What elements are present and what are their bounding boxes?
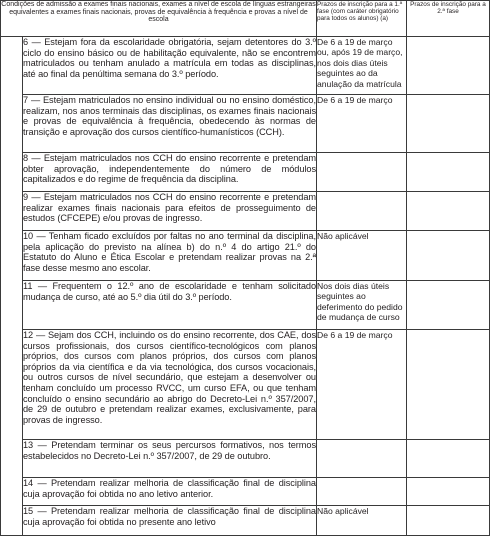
second-phase-cell xyxy=(407,192,490,231)
second-phase-cell xyxy=(407,281,490,330)
table-row xyxy=(1,231,490,281)
table-row xyxy=(1,37,490,95)
first-phase-cell: Não aplicável xyxy=(317,231,407,281)
first-phase-cell xyxy=(317,153,407,192)
second-phase-cell xyxy=(407,506,490,536)
left-margin-cell xyxy=(1,37,23,536)
second-phase-cell xyxy=(407,153,490,192)
table-row xyxy=(1,95,490,153)
condition-cell: 9 — Estejam matriculados nos CCH do ensino recorrente e pretendam realizar exames finais nacionais para efeitos de prosseguimento de estudos (CFCEPE) e/ou provas de ingresso. xyxy=(23,192,317,231)
table-header-row xyxy=(1,1,490,37)
table-row xyxy=(1,153,490,192)
second-phase-cell xyxy=(407,440,490,478)
first-phase-cell xyxy=(317,440,407,478)
header-second-phase: Prazos de inscrição para a 2.ª fase xyxy=(407,1,490,37)
first-phase-cell: Não aplicável xyxy=(317,506,407,536)
first-phase-cell xyxy=(317,192,407,231)
first-phase-cell: De 6 a 19 de março xyxy=(317,330,407,440)
table-row xyxy=(1,506,490,536)
condition-cell: 11 — Frequentem o 12.º ano de escolaridade e tenham solicitado mudança de curso, até ao 5.º dia útil do 3.º período. xyxy=(23,281,317,330)
table-row xyxy=(1,440,490,478)
table-row xyxy=(1,281,490,330)
second-phase-cell xyxy=(407,95,490,153)
condition-cell: 8 — Estejam matriculados nos CCH do ensino recorrente e pretendam obter aprovação, independentemente do número de módulos capitalizados e do regime de frequência da disciplina. xyxy=(23,153,317,192)
condition-cell: 15 — Pretendam realizar melhoria de classificação final de disciplina cuja aprovação foi obtida no presente ano letivo xyxy=(23,506,317,536)
first-phase-cell: De 6 a 19 de março ou, após 19 de março, nos dois dias úteis seguintes ao da anulação da matrícula xyxy=(317,37,407,95)
condition-cell: 6 — Estejam fora da escolaridade obrigatória, sejam detentores do 3.º ciclo do ensino básico ou de habilitação equivalente, não se encontrem matriculados ou tenham anulado a matrícula em todas as disciplinas, até ao final da penúltima semana do 3.º período. xyxy=(23,37,317,95)
second-phase-cell xyxy=(407,330,490,440)
table-row xyxy=(1,330,490,440)
second-phase-cell xyxy=(407,231,490,281)
header-conditions: Condições de admissão a exames finais nacionais, exames a nível de escola de línguas estrangeiras equivalentes a exames finais nacionais, provas de equivalência à frequência e provas a nível de escola xyxy=(1,1,317,37)
condition-cell: 7 — Estejam matriculados no ensino individual ou no ensino doméstico, realizam, nos anos terminais das disciplinas, os exames finais nacionais e provas de equivalência à frequência, obedecendo às normas de transição e aprovação dos cursos científico-humanísticos (CCH). xyxy=(23,95,317,153)
first-phase-cell: De 6 a 19 de março xyxy=(317,95,407,153)
table-row xyxy=(1,478,490,506)
condition-cell: 10 — Tenham ficado excluídos por faltas no ano terminal da disciplina, pela aplicação do previsto na alínea b) do n.º 4 do artigo 21.º do Estatuto do Aluno e Ética Escolar e pretendam realizar provas na 2.ª fase desse mesmo ano escolar. xyxy=(23,231,317,281)
condition-cell: 14 — Pretendam realizar melhoria de classificação final de disciplina cuja aprovação foi obtida no ano letivo anterior. xyxy=(23,478,317,506)
condition-cell: 13 — Pretendam terminar os seus percursos formativos, nos termos estabelecidos no Decreto-Lei n.º 357/2007, de 29 de outubro. xyxy=(23,440,317,478)
condition-cell: 12 — Sejam dos CCH, incluindo os do ensino recorrente, dos CAE, dos cursos profissionais, dos cursos científico-tecnológicos com planos próprios, dos cursos com planos próprios, dos cursos com planos próprios da via científica e da via tecnológica, dos cursos vocacionais, ou outros cursos de nível secundário, que estejam a desenvolver ou tenham concluído um processo RVCC, um curso EFA, ou que tenham concluído o ensino secundário ao abrigo do Decreto-Lei n.º 357/2007, de 29 de outubro e pretendam realizar exames, exclusivamente, para provas de ingresso. xyxy=(23,330,317,440)
second-phase-cell xyxy=(407,478,490,506)
first-phase-cell: Nos dois dias úteis seguintes ao deferimento do pedido de mudança de curso xyxy=(317,281,407,330)
table-row xyxy=(1,192,490,231)
first-phase-cell xyxy=(317,478,407,506)
second-phase-cell xyxy=(407,37,490,95)
header-first-phase: Prazos de inscrição para a 1.ª fase (com caráter obrigatório para todos os alunos) (a) xyxy=(317,1,407,37)
